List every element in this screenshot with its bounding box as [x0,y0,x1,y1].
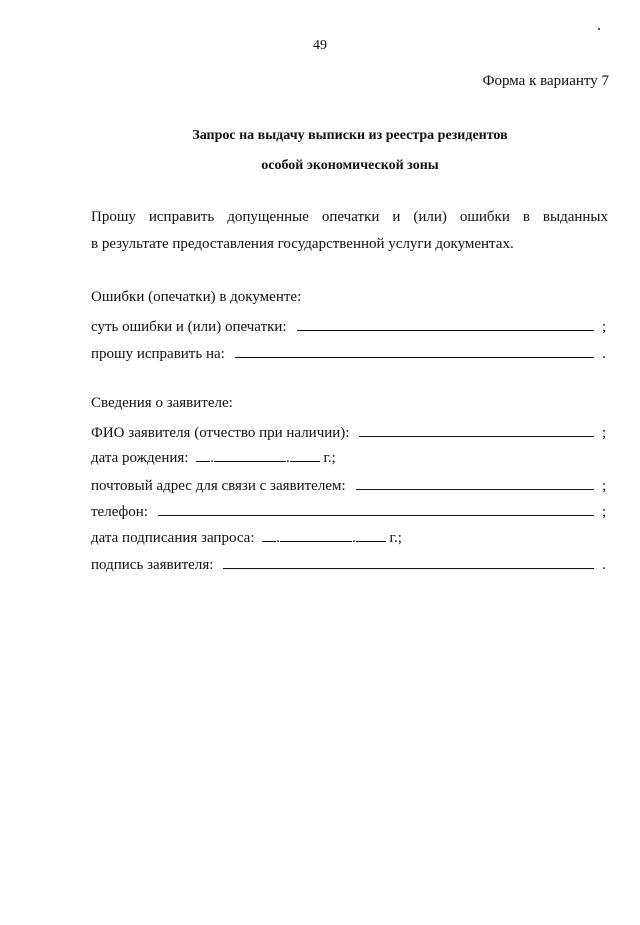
correction-field[interactable] [235,342,594,358]
sign-date-row [91,527,402,547]
signature-row [91,553,610,574]
address-end: ; [602,478,607,494]
birth-date-dot-2: . [285,450,290,466]
signature-label: подпись заявителя: [91,557,214,573]
birth-day-field[interactable] [196,447,210,462]
sign-date-dot-1: . [276,530,280,546]
phone-row [91,500,610,521]
phone-field[interactable] [158,500,594,516]
applicant-fio-label: ФИО заявителя (отчество при наличии): [91,425,350,441]
applicant-fio-row [91,421,610,442]
birth-year-field[interactable] [290,447,320,462]
sign-date-label: дата подписания запроса: [91,530,255,546]
birth-date-row [91,447,336,467]
signature-field[interactable] [223,553,594,569]
signature-end: . [602,557,606,573]
document-title-line-1: Запрос на выдачу выписки из реестра резидентов [192,128,508,143]
error-essence-row [91,315,610,336]
birth-month-field[interactable] [214,447,286,462]
applicant-heading: Сведения о заявителе: [91,395,233,411]
birth-year-suffix: г.; [323,450,336,466]
birth-date-dot-1: . [210,450,214,466]
sign-year-suffix: г.; [389,530,402,546]
phone-end: ; [602,504,607,520]
applicant-fio-field[interactable] [359,421,594,437]
error-essence-field[interactable] [297,315,594,331]
address-row [91,474,610,495]
birth-date-label: дата рождения: [91,450,189,466]
sign-year-field[interactable] [356,527,386,542]
errors-heading: Ошибки (опечатки) в документе: [91,289,302,305]
document-title-line-2: особой экономической зоны [261,158,439,173]
applicant-fio-end: ; [602,425,607,441]
phone-label: телефон: [91,504,148,520]
error-essence-label: суть ошибки и (или) опечатки: [91,319,287,335]
error-essence-end: ; [602,319,607,335]
form-reference: Форма к варианту 7 [482,73,609,89]
sign-day-field[interactable] [262,527,276,542]
address-label: почтовый адрес для связи с заявителем: [91,478,346,494]
page-number: 49 [313,38,327,53]
scan-speck [598,28,600,30]
correction-row [91,342,610,363]
request-text-line-2: в результате предоставления государственной услуги документах. [91,236,514,252]
correction-end: . [602,346,606,362]
request-text-line-1: Прошу исправить допущенные опечатки и (или) ошибки в выданных [91,209,608,225]
sign-month-field[interactable] [280,527,352,542]
address-field[interactable] [356,474,594,490]
sign-date-dot-2: . [351,530,356,546]
correction-label: прошу исправить на: [91,346,225,362]
